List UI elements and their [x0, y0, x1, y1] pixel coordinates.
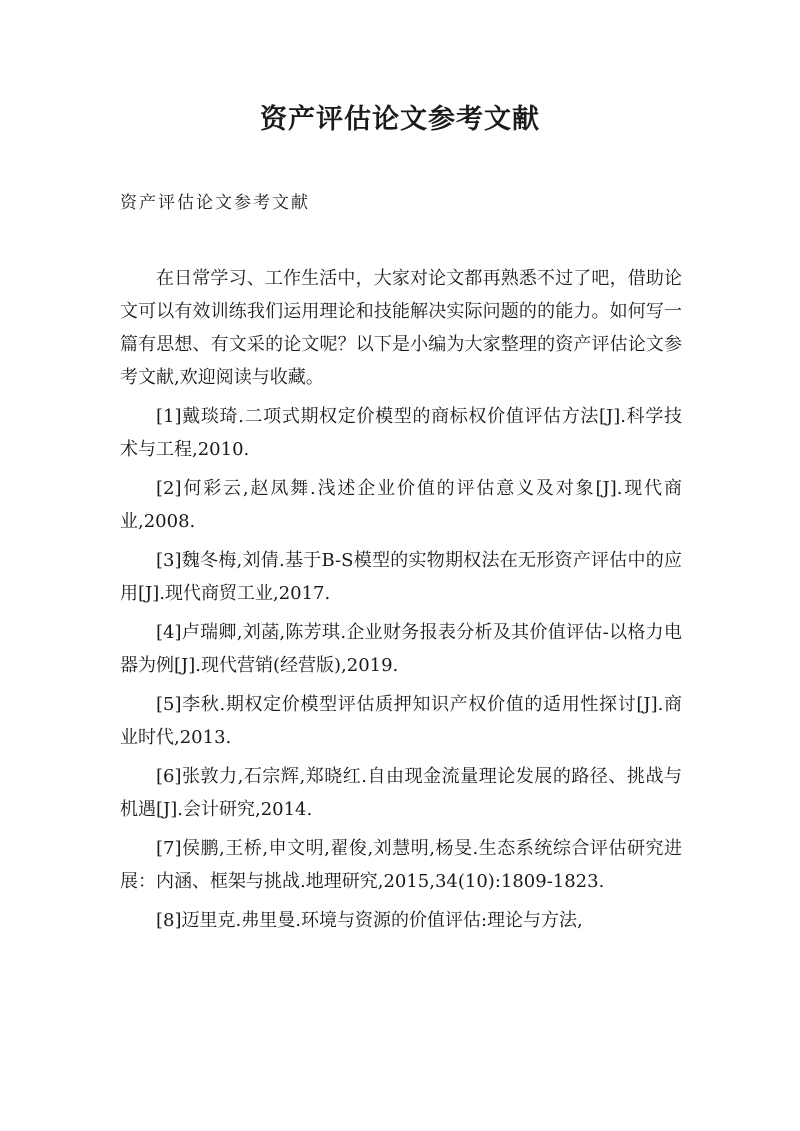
reference-item: [7]侯鹏,王桥,申文明,翟俊,刘慧明,杨旻.生态系统综合评估研究进展：内涵、框架与挑战.地理研究,2015,34(10):1809-1823.	[120, 838, 682, 892]
reference-item: [8]迈里克.弗里曼.环境与资源的价值评估:理论与方法,	[156, 910, 583, 931]
intro-paragraph: 在日常学习、工作生活中，大家对论文都再熟悉不过了吧，借助论文可以有效训练我们运用理论和技能解决实际问题的的能力。如何写一篇有思想、有文采的论文呢？以下是小编为大家整理的资产评估论文参考文献,欢迎阅读与收藏。	[120, 268, 682, 388]
reference-item: [2]何彩云,赵凤舞.浅述企业价值的评估意义及对象[J].现代商业,2008.	[120, 478, 682, 532]
reference-item: [3]魏冬梅,刘倩.基于B-S模型的实物期权法在无形资产评估中的应用[J].现代商贸工业,2017.	[120, 550, 682, 604]
document-title: 资产评估论文参考文献	[260, 104, 540, 135]
reference-item: [6]张敦力,石宗辉,郑晓红.自由现金流量理论发展的路径、挑战与机遇[J].会计研究,2014.	[120, 766, 682, 820]
document-body	[120, 262, 682, 937]
reference-item: [1]戴琰琦.二项式期权定价模型的商标权价值评估方法[J].科学技术与工程,2010.	[120, 406, 682, 460]
reference-item: [4]卢瑞卿,刘菡,陈芳琪.企业财务报表分析及其价值评估-以格力电器为例[J].现代营销(经营版),2019.	[120, 622, 682, 676]
document-subtitle: 资产评估论文参考文献	[120, 193, 310, 213]
reference-item: [5]李秋.期权定价模型评估质押知识产权价值的适用性探讨[J].商业时代,2013.	[120, 694, 682, 748]
